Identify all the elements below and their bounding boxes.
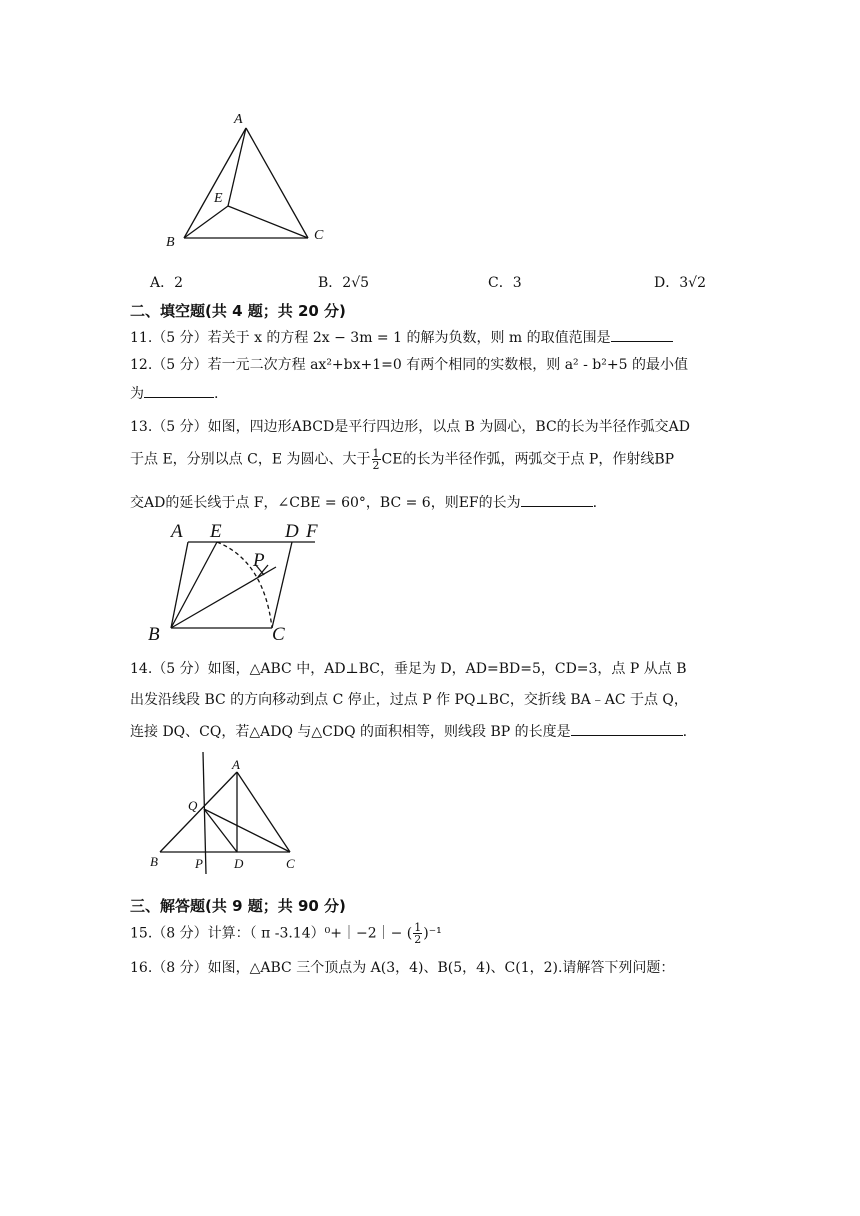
label-q: Q xyxy=(188,798,198,813)
label-c: C xyxy=(286,856,295,871)
figure-triangle-altitude xyxy=(140,752,310,877)
label-a: A xyxy=(234,112,243,127)
answer-blank xyxy=(521,492,593,507)
label-b: B xyxy=(166,235,175,250)
question-14-line2: 出发沿线段 BC 的方向移动到点 C 停止，过点 P 作 PQ⊥BC，交折线 BA﹣AC 于点 Q， xyxy=(130,692,688,708)
question-12-line1: 12.（5 分）若一元二次方程 ax²+bx+1=0 有两个相同的实数根，则 a² - b²+5 的最小值 xyxy=(130,357,688,373)
label-c: C xyxy=(272,624,285,645)
question-16: 16.（8 分）如图，△ABC 三个顶点为 A(3，4)、B(5，4)、C(1，2).请解答下列问题： xyxy=(130,960,675,976)
question-15: 15.（8 分）计算：（ π -3.14）⁰+｜−2｜− ( $\frac{1}{2}$ )⁻¹ xyxy=(130,921,442,946)
question-11: 11.（5 分）若关于 x 的方程 2x − 3m = 1 的解为负数，则 m 的取值范围是 xyxy=(130,327,673,348)
answer-blank xyxy=(611,327,673,342)
figure-triangle-abc-e xyxy=(160,108,340,253)
question-14-line1: 14.（5 分）如图，△ABC 中，AD⊥BC，垂足为 D，AD=BD=5，CD=3，点 P 从点 B xyxy=(130,661,687,677)
answer-blank xyxy=(571,721,683,736)
label-f: F xyxy=(306,521,318,542)
section-title-solutions: 三、解答题(共 9 题；共 90 分) xyxy=(130,897,346,915)
question-13-line1: 13.（5 分）如图，四边形ABCD是平行四边形，以点 B 为圆心，BC的长为半径作弧交AD xyxy=(130,419,690,435)
choice-c: C．3 xyxy=(488,275,522,291)
label-c: C xyxy=(314,228,324,243)
question-13-line3: 交AD的延长线于点 F，∠CBE = 60°，BC = 6，则EF的长为 . xyxy=(130,492,597,513)
question-13-line2: 于点 E，分别以点 C，E 为圆心、大于 $\frac{1}{2}$ CE的长为半径作弧，两弧交于点 P，作射线BP xyxy=(130,447,675,472)
question-14-line3: 连接 DQ、CQ，若△ADQ 与△CDQ 的面积相等，则线段 BP 的长度是 . xyxy=(130,721,687,742)
label-e: E xyxy=(214,191,223,206)
label-a: A xyxy=(171,521,183,542)
label-b: B xyxy=(148,624,160,645)
fraction: $\frac{1}{2}$ xyxy=(414,921,422,946)
label-b: B xyxy=(150,854,158,869)
label-p: P xyxy=(195,856,203,871)
choice-a: A．2 xyxy=(150,275,184,291)
question-12-line2: 为 . xyxy=(130,383,218,404)
choice-d: D．3√2 xyxy=(654,275,706,291)
answer-blank xyxy=(144,383,214,398)
label-a: A xyxy=(232,757,240,772)
section-title-fill-in: 二、填空题(共 4 题；共 20 分) xyxy=(130,302,346,320)
label-d: D xyxy=(234,856,244,871)
figure-parallelogram xyxy=(140,515,340,645)
label-p: P xyxy=(253,550,265,571)
label-d: D xyxy=(285,521,299,542)
label-e: E xyxy=(210,521,222,542)
fraction: $\frac{1}{2}$ xyxy=(372,447,380,472)
choice-b: B．2√5 xyxy=(318,275,370,291)
